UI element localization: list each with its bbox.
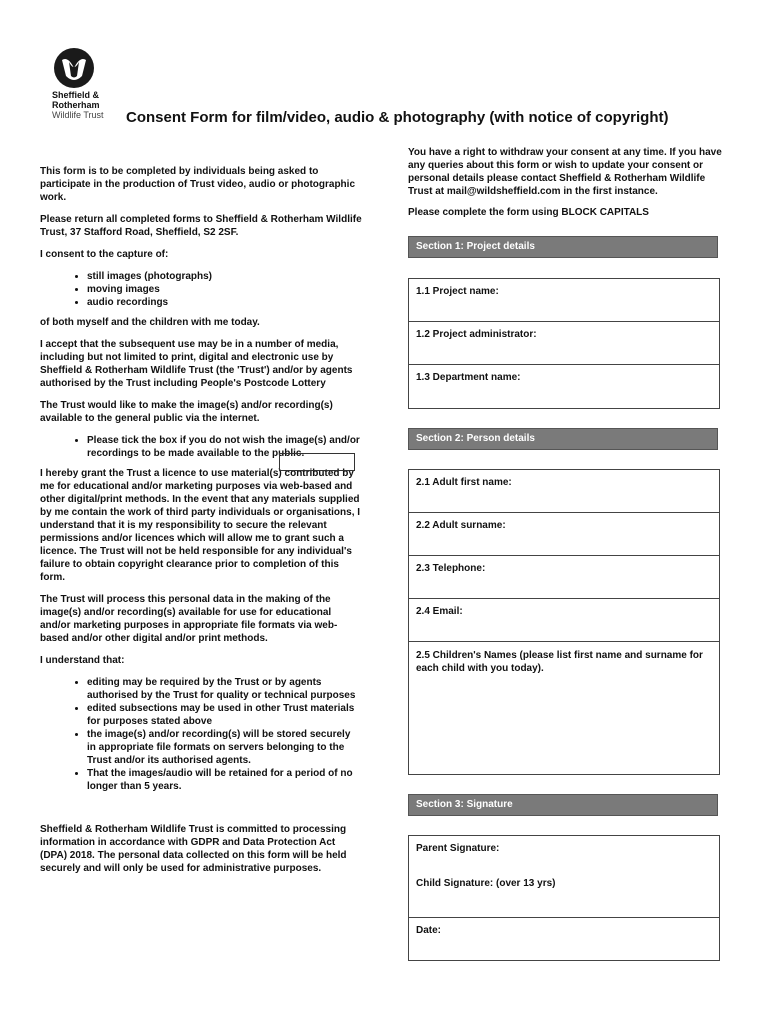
childrens-names-field[interactable]: 2.5 Children's Names (please list first name and surname for each child with you today). <box>416 650 703 674</box>
intro-text: This form is to be completed by individuals being asked to participate in the production of Trust video, audio or photographic work. <box>40 166 356 203</box>
list-item: • moving images <box>87 283 362 296</box>
opt-out-tick-box[interactable] <box>279 453 355 471</box>
tick-instruction-text: Please tick the box if you do not wish the image(s) and/or recordings to be made available to the public. <box>87 435 360 459</box>
tick-list <box>40 434 362 460</box>
section-1-heading: Section 1: Project details <box>408 236 718 258</box>
date-field[interactable]: Date: <box>416 925 442 936</box>
block-capitals-text: Please complete the form using BLOCK CAPITALS <box>408 207 649 218</box>
capture-list <box>40 270 362 309</box>
list-item: • audio recordings <box>87 296 362 309</box>
logo-line-3: Wildlife Trust <box>52 110 104 120</box>
section-2-heading: Section 2: Person details <box>408 428 718 450</box>
list-item: • still images (photographs) <box>87 270 362 283</box>
list-item: • That the images/audio will be retained for a period of no longer than 5 years. <box>87 767 362 793</box>
left-column <box>40 165 362 884</box>
withdraw-consent-text: You have a right to withdraw your consent at any time. If you have any queries about this form or wish to update your consent or personal details please contact Sheffield & Rotherham Wildlife Trust at mail@wildsheffield.com in the first instance. <box>408 147 722 197</box>
tick-instruction <box>87 434 362 460</box>
badger-logo-icon <box>52 46 96 90</box>
child-signature-label: Child Signature: (over 13 yrs) <box>416 878 556 889</box>
section-1-fields <box>408 278 720 409</box>
trust-logo <box>52 46 122 120</box>
project-name-field[interactable]: 1.1 Project name: <box>409 279 719 322</box>
page-title: Consent Form for film/video, audio & photography (with notice of copyright) <box>126 109 669 126</box>
return-address-text: Please return all completed forms to Sheffield & Rotherham Wildlife Trust, 37 Stafford Road, Sheffield, S2 2SF. <box>40 214 362 238</box>
data-processing-text: The Trust will process this personal data in the making of the image(s) and/or recording(s) available for use for educational and/or marketing purposes in appropriate file formats via web-based and/or other digital and/or print methods. <box>40 594 338 644</box>
public-availability-text: The Trust would like to make the image(s) and/or recording(s) available to the general public via the internet. <box>40 400 333 424</box>
gdpr-text: Sheffield & Rotherham Wildlife Trust is committed to processing information in accordance with GDPR and Data Protection Act (DPA) 2018. The personal data collected on this form will be held securely and will only be used for administrative purposes. <box>40 824 347 874</box>
understand-list <box>40 676 362 793</box>
both-myself-text: of both myself and the children with me today. <box>40 317 260 328</box>
adult-surname-field[interactable]: 2.2 Adult surname: <box>409 513 719 556</box>
understand-heading: I understand that: <box>40 655 125 666</box>
right-column <box>408 146 724 227</box>
telephone-field[interactable]: 2.3 Telephone: <box>409 556 719 599</box>
department-name-field[interactable]: 1.3 Department name: <box>416 372 521 383</box>
section-2-fields <box>408 469 720 775</box>
signature-field[interactable] <box>409 836 719 918</box>
media-use-text: I accept that the subsequent use may be in a number of media, including but not limited to print, digital and electronic use by Sheffield & Rotherham Wildlife Trust (the 'Trust') and/or by agents authorised by the Trust including People's Postcode Lottery <box>40 339 353 389</box>
list-item: • edited subsections may be used in other Trust materials for purposes stated above <box>87 702 362 728</box>
parent-signature-label: Parent Signature: <box>416 843 500 854</box>
email-field[interactable]: 2.4 Email: <box>409 599 719 642</box>
section-3-fields <box>408 835 720 961</box>
list-item: • editing may be required by the Trust or by agents authorised by the Trust for quality or technical purposes <box>87 676 362 702</box>
adult-first-name-field[interactable]: 2.1 Adult first name: <box>409 470 719 513</box>
licence-text: I hereby grant the Trust a licence to use material(s) contributed by me for educational and/or marketing purposes via web-based and other digital/print methods. In the event that any materials supplied by me contain the work of third party individuals or organisations, I understand that it is my responsibility to secure the relevant permissions and/or licences which will allow me to grant such a licence. The Trust will not be held responsible for any individual's failure to obtain copyright clearance prior to completion of this form. <box>40 468 361 583</box>
section-3-heading: Section 3: Signature <box>408 794 718 816</box>
logo-line-1: Sheffield & <box>52 90 100 100</box>
list-item: • the image(s) and/or recording(s) will be stored securely in appropriate file formats on servers belonging to the Trust and/or its authorised agents. <box>87 728 362 767</box>
project-administrator-field[interactable]: 1.2 Project administrator: <box>409 322 719 365</box>
consent-capture-text: I consent to the capture of: <box>40 249 169 260</box>
logo-line-2: Rotherham <box>52 100 100 110</box>
